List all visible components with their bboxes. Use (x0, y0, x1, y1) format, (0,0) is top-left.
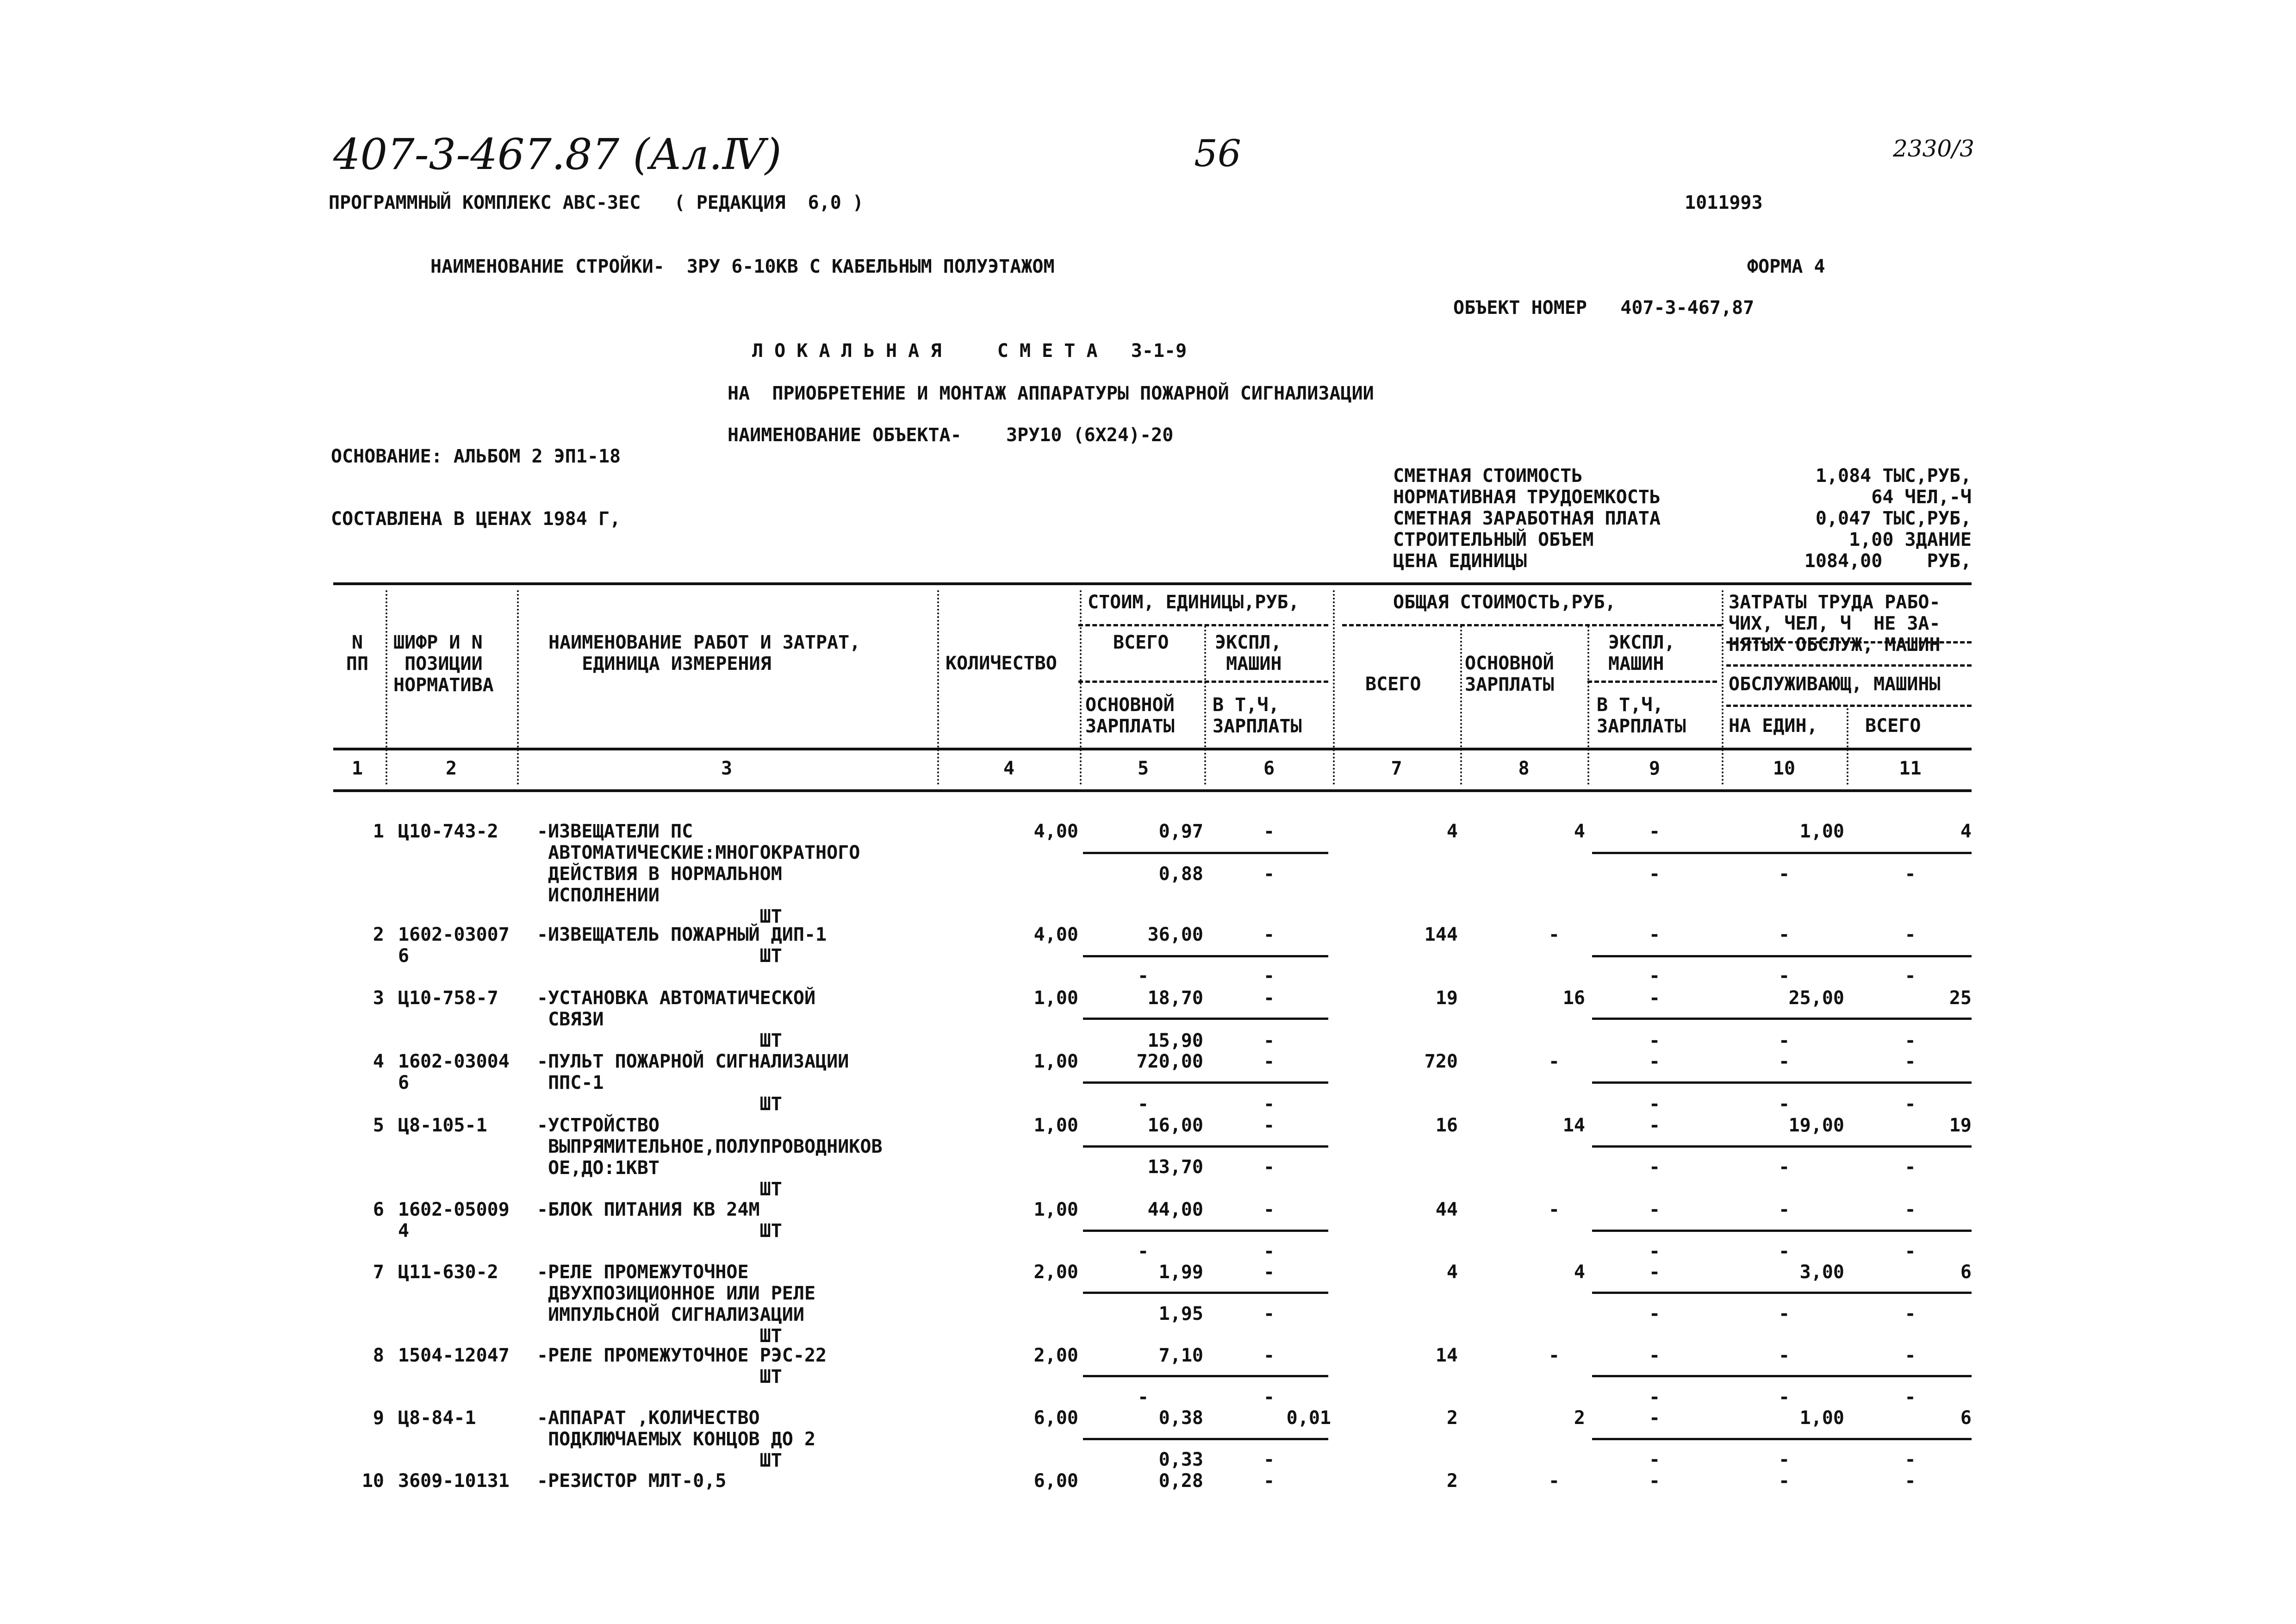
row-total-wage: - (1548, 1051, 1560, 1072)
row-divider (1592, 1230, 1972, 1232)
summary-value: 64 ЧЕЛ,-Ч (1871, 487, 1972, 508)
col-header-labor-total: ВСЕГО (1865, 715, 1921, 737)
row-labor-unit: - (1778, 1470, 1790, 1492)
row-qty: 1,00 (1033, 987, 1078, 1009)
row-labor-total: - (1904, 924, 1916, 945)
header-column-divider (517, 590, 519, 785)
row-serv-unit: - (1778, 1241, 1790, 1262)
row-labor-unit: 1,00 (1799, 821, 1844, 842)
row-total: 4 (1446, 821, 1458, 842)
row-n: 8 (373, 1345, 384, 1366)
row-n: 7 (373, 1262, 384, 1283)
summary-value: 1084,00 РУБ, (1804, 550, 1972, 572)
row-total-mach: - (1649, 1115, 1661, 1136)
col-header-labor: ЗАТРАТЫ ТРУДА РАБО- ЧИХ, ЧЕЛ, Ч НЕ ЗА- НЯТЫХ ОБСЛУЖ, МАШИН (1729, 592, 1941, 656)
row-total-wage: 14 (1562, 1115, 1585, 1136)
row-total: 720 (1424, 1051, 1458, 1072)
col-header-unit-total: ВСЕГО (1113, 632, 1169, 653)
row-divider (1083, 1145, 1328, 1148)
row-unit-mach: - (1263, 821, 1275, 842)
col-header-unit-base-wage: ОСНОВНОЙ ЗАРПЛАТЫ (1085, 694, 1175, 737)
object-number: ОБЪЕКТ НОМЕР 407-3-467,87 (1453, 297, 1755, 319)
row-n: 2 (373, 924, 384, 945)
header-column-divider (1460, 626, 1462, 785)
construction-name: НАИМЕНОВАНИЕ СТРОЙКИ- ЗРУ 6-10КВ С КАБЕЛЬНЫМ ПОЛУЭТАЖОМ (430, 256, 1055, 277)
colnum-bottom-rule (333, 789, 1972, 792)
summary-value: 0,047 ТЫС,РУБ, (1815, 508, 1972, 529)
col-header-total-cost: ОБЩАЯ СТОИМОСТЬ,РУБ, (1393, 592, 1616, 613)
row-qty: 1,00 (1033, 1115, 1078, 1136)
row-divider (1592, 955, 1972, 957)
row-name: -АППАРАТ ,КОЛИЧЕСТВО ПОДКЛЮЧАЕМЫХ КОНЦОВ ДО 2 ШТ (537, 1407, 816, 1471)
row-unit-mach: - (1263, 1345, 1275, 1366)
row-total-mach: - (1649, 1051, 1661, 1072)
col-header-n: N ПП (346, 632, 369, 675)
row-unit-wage: 0,33 (1158, 1449, 1203, 1470)
header-column-divider (1722, 590, 1724, 785)
row-name: -ИЗВЕЩАТЕЛИ ПС АВТОМАТИЧЕСКИЕ:МНОГОКРАТНОГО ДЕЙСТВИЯ В НОРМАЛЬНОМ ИСПОЛНЕНИИ ШТ (537, 821, 860, 927)
row-unit-total: 18,70 (1147, 987, 1203, 1009)
row-code: Ц10-743-2 (398, 821, 498, 842)
row-code: 1602-03007 6 (398, 924, 510, 967)
row-serv-total: - (1904, 1449, 1916, 1470)
row-divider (1592, 1018, 1972, 1020)
row-labor-total: 19 (1949, 1115, 1972, 1136)
col-header-labor-unit: НА ЕДИН, (1729, 715, 1818, 737)
row-serv-unit: - (1778, 965, 1790, 987)
row-divider (1083, 955, 1328, 957)
row-unit-wage: 13,70 (1147, 1156, 1203, 1178)
row-unit-mach-wage: - (1263, 863, 1275, 885)
row-code: Ц10-758-7 (398, 987, 498, 1009)
row-name: -ИЗВЕЩАТЕЛЬ ПОЖАРНЫЙ ДИП-1 ШТ (537, 924, 827, 967)
row-labor-unit: 1,00 (1799, 1407, 1844, 1429)
doc-number: 1011993 (1685, 192, 1763, 213)
row-unit-wage: - (1137, 1241, 1149, 1262)
header-rule (1342, 624, 1722, 626)
header-column-divider (1333, 590, 1335, 785)
row-unit-total: 0,28 (1158, 1470, 1203, 1492)
col-header-total-all: ВСЕГО (1365, 674, 1421, 695)
header-rule (1078, 681, 1328, 683)
row-code: Ц8-84-1 (398, 1407, 476, 1429)
col-header-unit-cost: СТОИМ, ЕДИНИЦЫ,РУБ, (1088, 592, 1300, 613)
header-rule (1078, 624, 1328, 626)
col-header-unit-mach: ЭКСПЛ, МАШИН (1215, 632, 1282, 675)
col-header-total-incl-wage: В Т,Ч, ЗАРПЛАТЫ (1597, 694, 1686, 737)
row-code: 1602-03004 6 (398, 1051, 510, 1093)
row-serv-total: - (1904, 1241, 1916, 1262)
row-n: 10 (361, 1470, 384, 1492)
row-total-wage: 4 (1574, 821, 1585, 842)
row-unit-mach: - (1263, 1262, 1275, 1283)
row-total-wage: - (1548, 1470, 1560, 1492)
row-n: 3 (373, 987, 384, 1009)
row-divider (1083, 1081, 1328, 1084)
row-serv-total: - (1904, 1156, 1916, 1178)
summary-value: 1,084 ТЫС,РУБ, (1815, 465, 1972, 487)
row-name: -ПУЛЬТ ПОЖАРНОЙ СИГНАЛИЗАЦИИ ППС-1 ШТ (537, 1051, 849, 1115)
col-number: 7 (1391, 758, 1402, 779)
row-divider (1592, 1375, 1972, 1377)
col-header-qty: КОЛИЧЕСТВО (946, 653, 1057, 674)
col-number: 11 (1899, 758, 1922, 779)
row-unit-wage: - (1137, 965, 1149, 987)
row-total-mach-wage: - (1649, 1093, 1661, 1115)
row-serv-total: - (1904, 965, 1916, 987)
row-unit-total: 16,00 (1147, 1115, 1203, 1136)
handwritten-page-number: 56 (1194, 132, 1241, 175)
summary-label: НОРМАТИВНАЯ ТРУДОЕМКОСТЬ (1393, 487, 1661, 508)
row-qty: 1,00 (1033, 1199, 1078, 1220)
row-unit-mach: - (1263, 1115, 1275, 1136)
row-total-mach: - (1649, 1345, 1661, 1366)
row-n: 4 (373, 1051, 384, 1072)
summary-value: 1,00 ЗДАНИЕ (1849, 529, 1972, 550)
header-column-divider (1587, 626, 1589, 785)
row-divider (1083, 852, 1328, 854)
row-divider (1592, 1438, 1972, 1440)
row-qty: 4,00 (1033, 821, 1078, 842)
row-total-mach: - (1649, 1199, 1661, 1220)
row-name: -РЕЛЕ ПРОМЕЖУТОЧНОЕ РЭС-22 ШТ (537, 1345, 827, 1387)
row-qty: 6,00 (1033, 1407, 1078, 1429)
row-code: Ц11-630-2 (398, 1262, 498, 1283)
row-qty: 4,00 (1033, 924, 1078, 945)
row-serv-unit: - (1778, 1030, 1790, 1051)
row-n: 9 (373, 1407, 384, 1429)
row-unit-mach-wage: - (1263, 1030, 1275, 1051)
header-rule (1726, 664, 1972, 667)
row-divider (1592, 1292, 1972, 1294)
row-total: 4 (1446, 1262, 1458, 1283)
row-unit-total: 720,00 (1136, 1051, 1203, 1072)
row-unit-mach-wage: - (1263, 1449, 1275, 1470)
program-line: ПРОГРАММНЫЙ КОМПЛЕКС АВС-3ЕС ( РЕДАКЦИЯ 6,0 ) (329, 192, 864, 213)
row-unit-mach-wage: - (1263, 965, 1275, 987)
row-total-mach-wage: - (1649, 1030, 1661, 1051)
summary-label: СМЕТНАЯ ЗАРАБОТНАЯ ПЛАТА (1393, 508, 1661, 529)
row-unit-mach: - (1263, 987, 1275, 1009)
col-header-labor-serv: ОБСЛУЖИВАЮЩ, МАШИНЫ (1729, 674, 1941, 695)
row-total-mach-wage: - (1649, 1449, 1661, 1470)
col-header-code: ШИФР И N ПОЗИЦИИ НОРМАТИВА (393, 632, 494, 696)
row-total-mach-wage: - (1649, 965, 1661, 987)
row-total-mach: - (1649, 924, 1661, 945)
row-qty: 2,00 (1033, 1345, 1078, 1366)
row-total-wage: 16 (1562, 987, 1585, 1009)
row-labor-total: - (1904, 1199, 1916, 1220)
row-code: Ц8-105-1 (398, 1115, 487, 1136)
row-labor-unit: - (1778, 1199, 1790, 1220)
row-unit-total: 44,00 (1147, 1199, 1203, 1220)
summary-label: ЦЕНА ЕДИНИЦЫ (1393, 550, 1527, 572)
row-total: 19 (1435, 987, 1458, 1009)
row-unit-mach-wage: - (1263, 1387, 1275, 1408)
estimate-purpose: НА ПРИОБРЕТЕНИЕ И МОНТАЖ АППАРАТУРЫ ПОЖАРНОЙ СИГНАЛИЗАЦИИ (728, 383, 1374, 404)
header-column-divider (386, 590, 387, 785)
row-n: 1 (373, 821, 384, 842)
col-number: 2 (445, 758, 457, 779)
row-total-mach: - (1649, 1262, 1661, 1283)
row-labor-unit: - (1778, 924, 1790, 945)
handwritten-ref: 2330/3 (1893, 135, 1974, 162)
row-labor-total: 6 (1960, 1262, 1972, 1283)
header-rule (1587, 681, 1717, 683)
header-column-divider (937, 590, 939, 785)
row-labor-unit: 19,00 (1788, 1115, 1844, 1136)
row-divider (1083, 1375, 1328, 1377)
row-divider (1592, 1145, 1972, 1148)
row-total: 16 (1435, 1115, 1458, 1136)
row-name: -УСТРОЙСТВО ВЫПРЯМИТЕЛЬНОЕ,ПОЛУПРОВОДНИКОВ ОЕ,ДО:1КВТ ШТ (537, 1115, 883, 1200)
row-serv-total: - (1904, 863, 1916, 885)
row-n: 6 (373, 1199, 384, 1220)
row-total-mach-wage: - (1649, 1156, 1661, 1178)
col-number: 1 (351, 758, 363, 779)
col-number: 6 (1263, 758, 1275, 779)
col-number: 8 (1518, 758, 1530, 779)
row-labor-total: - (1904, 1345, 1916, 1366)
header-column-divider (1204, 626, 1206, 785)
row-labor-total: 4 (1960, 821, 1972, 842)
row-divider (1083, 1438, 1328, 1440)
row-unit-mach-wage: - (1263, 1303, 1275, 1324)
row-total-wage: - (1548, 1345, 1560, 1366)
row-unit-wage: 15,90 (1147, 1030, 1203, 1051)
row-total-mach: - (1649, 821, 1661, 842)
form-label: ФОРМА 4 (1747, 256, 1825, 277)
row-divider (1592, 852, 1972, 854)
header-rule (1726, 705, 1972, 707)
row-labor-unit: 25,00 (1788, 987, 1844, 1009)
row-serv-unit: - (1778, 1156, 1790, 1178)
row-labor-unit: - (1778, 1051, 1790, 1072)
row-name: -РЕЛЕ ПРОМЕЖУТОЧНОЕ ДВУХПОЗИЦИОННОЕ ИЛИ РЕЛЕ ИМПУЛЬСНОЙ СИГНАЛИЗАЦИИ ШТ (537, 1262, 816, 1347)
row-unit-mach: - (1263, 1051, 1275, 1072)
row-unit-total: 36,00 (1147, 924, 1203, 945)
row-serv-total: - (1904, 1030, 1916, 1051)
col-header-total-base-wage: ОСНОВНОЙ ЗАРПЛАТЫ (1465, 653, 1554, 695)
row-total: 2 (1446, 1470, 1458, 1492)
row-serv-unit: - (1778, 1303, 1790, 1324)
row-name: -БЛОК ПИТАНИЯ КВ 24М ШТ (537, 1199, 782, 1242)
basis-line: ОСНОВАНИЕ: АЛЬБОМ 2 ЭП1-18 (331, 446, 621, 467)
col-number: 9 (1649, 758, 1661, 779)
header-bottom-rule (333, 748, 1972, 750)
row-divider (1083, 1230, 1328, 1232)
row-serv-total: - (1904, 1387, 1916, 1408)
row-qty: 6,00 (1033, 1470, 1078, 1492)
row-total: 2 (1446, 1407, 1458, 1429)
estimate-title: Л О К А Л Ь Н А Я С М Е Т А 3-1-9 (752, 340, 1187, 362)
object-name: НАИМЕНОВАНИЕ ОБЪЕКТА- ЗРУ10 (6Х24)-20 (728, 425, 1174, 446)
row-unit-mach: 0,01 (1286, 1407, 1331, 1429)
col-header-total-mach: ЭКСПЛ, МАШИН (1608, 632, 1675, 675)
row-unit-total: 0,38 (1158, 1407, 1203, 1429)
row-unit-mach-wage: - (1263, 1093, 1275, 1115)
row-labor-total: - (1904, 1051, 1916, 1072)
row-unit-mach-wage: - (1263, 1241, 1275, 1262)
col-number: 4 (1003, 758, 1015, 779)
row-serv-unit: - (1778, 1093, 1790, 1115)
row-labor-total: - (1904, 1470, 1916, 1492)
row-unit-mach: - (1263, 924, 1275, 945)
row-total-wage: 2 (1574, 1407, 1585, 1429)
row-unit-mach: - (1263, 1470, 1275, 1492)
row-unit-wage: - (1137, 1387, 1149, 1408)
row-total-mach-wage: - (1649, 1241, 1661, 1262)
handwritten-code: 407-3-467.87 (Ал.Ⅳ) (333, 130, 782, 179)
row-n: 5 (373, 1115, 384, 1136)
row-total-mach-wage: - (1649, 1303, 1661, 1324)
table-top-rule (333, 582, 1972, 585)
row-unit-total: 0,97 (1158, 821, 1203, 842)
row-divider (1083, 1292, 1328, 1294)
row-total: 44 (1435, 1199, 1458, 1220)
prices-line: СОСТАВЛЕНА В ЦЕНАХ 1984 Г, (331, 508, 621, 530)
row-name: -РЕЗИСТОР МЛТ-0,5 (537, 1470, 727, 1492)
row-total-mach-wage: - (1649, 1387, 1661, 1408)
row-unit-mach-wage: - (1263, 1156, 1275, 1178)
row-unit-total: 1,99 (1158, 1262, 1203, 1283)
row-serv-unit: - (1778, 1387, 1790, 1408)
header-column-divider (1080, 590, 1082, 785)
row-labor-total: 25 (1949, 987, 1972, 1009)
col-number: 5 (1137, 758, 1149, 779)
row-unit-wage: 1,95 (1158, 1303, 1203, 1324)
row-name: -УСТАНОВКА АВТОМАТИЧЕСКОЙ СВЯЗИ ШТ (537, 987, 816, 1051)
col-number: 3 (721, 758, 733, 779)
row-total-mach: - (1649, 1407, 1661, 1429)
row-labor-unit: 3,00 (1799, 1262, 1844, 1283)
col-number: 10 (1773, 758, 1796, 779)
row-total: 144 (1424, 924, 1458, 945)
row-serv-total: - (1904, 1093, 1916, 1115)
row-qty: 1,00 (1033, 1051, 1078, 1072)
row-total-mach: - (1649, 1470, 1661, 1492)
row-unit-total: 7,10 (1158, 1345, 1203, 1366)
row-divider (1083, 1018, 1328, 1020)
row-unit-wage: - (1137, 1093, 1149, 1115)
row-total: 14 (1435, 1345, 1458, 1366)
row-code: 1504-12047 (398, 1345, 510, 1366)
summary-label: СТРОИТЕЛЬНЫЙ ОБЪЕМ (1393, 529, 1594, 550)
row-total-wage: 4 (1574, 1262, 1585, 1283)
row-labor-total: 6 (1960, 1407, 1972, 1429)
row-labor-unit: - (1778, 1345, 1790, 1366)
row-total-mach: - (1649, 987, 1661, 1009)
row-unit-wage: 0,88 (1158, 863, 1203, 885)
row-total-wage: - (1548, 924, 1560, 945)
row-serv-unit: - (1778, 863, 1790, 885)
row-total-wage: - (1548, 1199, 1560, 1220)
row-code: 1602-05009 4 (398, 1199, 510, 1242)
row-unit-mach: - (1263, 1199, 1275, 1220)
col-header-unit-incl-wage: В Т,Ч, ЗАРПЛАТЫ (1213, 694, 1302, 737)
row-qty: 2,00 (1033, 1262, 1078, 1283)
summary-label: СМЕТНАЯ СТОИМОСТЬ (1393, 465, 1583, 487)
row-serv-total: - (1904, 1303, 1916, 1324)
row-divider (1592, 1081, 1972, 1084)
header-column-divider (1847, 708, 1848, 785)
row-serv-unit: - (1778, 1449, 1790, 1470)
col-header-name: НАИМЕНОВАНИЕ РАБОТ И ЗАТРАТ, ЕДИНИЦА ИЗМЕРЕНИЯ (548, 632, 861, 675)
row-total-mach-wage: - (1649, 863, 1661, 885)
row-code: 3609-10131 (398, 1470, 510, 1492)
